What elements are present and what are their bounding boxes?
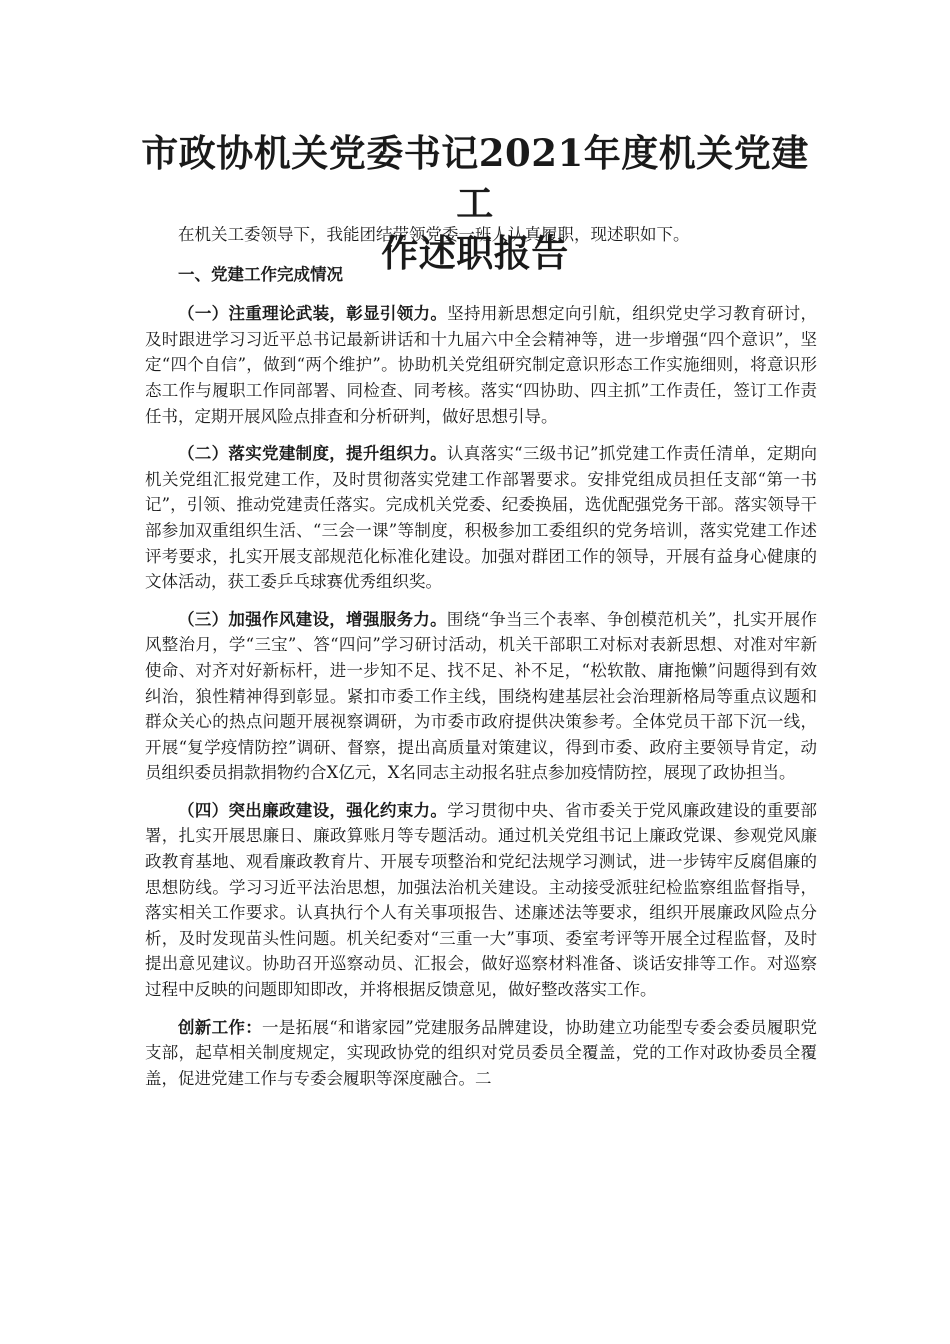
intro-paragraph: 在机关工委领导下，我能团结带领党委一班人认真履职，现述职如下。	[178, 225, 690, 244]
paragraph-lead: （三）加强作风建设，增强服务力。	[178, 609, 447, 629]
title-line-2: 作述职报告	[381, 231, 569, 275]
section-heading: 一、党建工作完成情况	[178, 264, 343, 284]
paragraph-innovation	[145, 1015, 817, 1092]
paragraph-integrity	[145, 798, 817, 1003]
paragraph-style	[145, 607, 817, 786]
paragraph-lead: （四）突出廉政建设，强化约束力。	[178, 800, 448, 820]
paragraph-text: 认真落实“三级书记”抓党建工作责任清单，定期向机关党组汇报党建工作，及时贯彻落实党建工作部署要求。安排党组成员担任支部“第一书记”，引领、推动党建责任落实。完成机关党委、纪委换届，选优配强党务干部。落实领导干部参加双重组织生活、“三会一课”等制度，积极参加工委组织的党务培训，落实党建工作述评考要求，扎实开展支部规范化标准化建设。加强对群团工作的领导，开展有益身心健康的文体活动，获工委乒乓球赛优秀组织奖。	[145, 444, 818, 592]
paragraph-text: 学习贯彻中央、省市委关于党风廉政建设的重要部署，扎实开展思廉日、廉政算账月等专题活动。通过机关党组书记上廉政党课、参观党风廉政教育基地、观看廉政教育片、开展专项整治和党纪法规学习测试，进一步铸牢反腐倡廉的思想防线。学习习近平法治思想，加强法治机关建设。主动接受派驻纪检监察组监督指导，落实相关工作要求。认真执行个人有关事项报告、述廉述法等要求，组织开展廉政风险点分析，及时发现苗头性问题。机关纪委对“三重一大”事项、委室考评等开展全过程监督，及时提出意见建议。协助召开巡察动员、汇报会，做好巡察材料准备、谈话安排等工作。对巡察过程中反映的问题即知即改，并将根据反馈意见，做好整改落实工作。	[145, 800, 818, 1000]
paragraph-text: 坚持用新思想定向引航，组织党史学习教育研讨，及时跟进学习习近平总书记最新讲话和十九届六中全会精神等，进一步增强“四个意识”，坚定“四个自信”，做到“两个维护”。协助机关党组研究制定意识形态工作实施细则，将意识形态工作与履职工作同部署、同检查、同考核。落实“四协助、四主抓”工作责任，签订工作责任书，定期开展风险点排查和分析研判，做好思想引导。	[145, 304, 818, 426]
paragraph-lead: （一）注重理论武装，彰显引领力。	[178, 304, 448, 324]
paragraph-theory	[145, 301, 817, 429]
document-body	[145, 222, 817, 1103]
title-line-1: 市政协机关党委书记2021年度机关党建工	[141, 131, 809, 225]
paragraph-text: 围绕“争当三个表率、争创模范机关”，扎实开展作风整治月，学“三宝”、答“四问”学习研讨活动，机关干部职工对标对表新思想、对准对牢新使命、对齐对好新标杆，进一步知不足、找不足、补不足，“松软散、庸拖懒”问题得到有效纠治，狼性精神得到彰显。紧扣市委工作主线，围绕构建基层社会治理新格局等重点议题和群众关心的热点问题开展视察调研，为市委市政府提供决策参考。全体党员干部下沉一线，开展“复学疫情防控”调研、督察，提出高质量对策建议，得到市委、政府主要领导肯定，动员组织委员捐款捐物约合X亿元，X名同志主动报名驻点参加疫情防控，展现了政协担当。	[145, 609, 818, 783]
paragraph-text: 一是拓展“和谐家园”党建服务品牌建设，协助建立功能型专委会委员履职党支部，起草相关制度规定，实现政协党的组织对党员委员全覆盖，党的工作对政协委员全覆盖，促进党建工作与专委会履职等深度融合。二	[145, 1017, 817, 1088]
paragraph-lead: （二）落实党建制度，提升组织力。	[178, 444, 447, 464]
paragraph-system	[145, 441, 817, 595]
paragraph-lead: 创新工作：	[178, 1017, 263, 1037]
